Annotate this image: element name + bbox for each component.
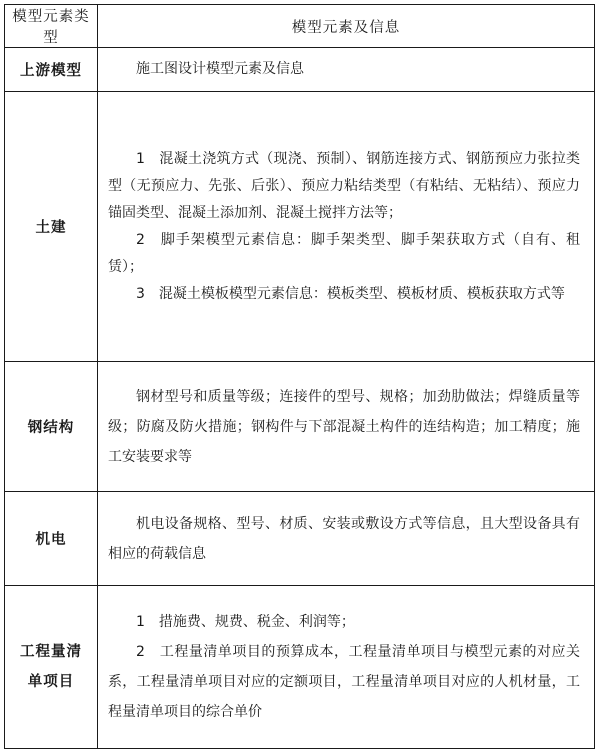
row-type-label: 机电 bbox=[5, 492, 98, 586]
row-type-label: 钢结构 bbox=[5, 362, 98, 492]
row-type-label: 上游模型 bbox=[5, 48, 98, 92]
info-paragraph: 钢材型号和质量等级；连接件的型号、规格；加劲肋做法；焊缝质量等级；防腐及防火措施；钢构件与下部混凝土构件的连结构造；加工精度；施工安装要求等 bbox=[108, 388, 580, 465]
info-paragraph: 2 工程量清单项目的预算成本，工程量清单项目与模型元素的对应关系，工程量清单项目对应的定额项目，工程量清单项目对应的人机材量，工程量清单项目的综合单价 bbox=[108, 644, 580, 720]
table-header-row bbox=[5, 5, 595, 48]
row-type-label: 土建 bbox=[5, 92, 98, 362]
info-paragraph: 3 混凝土模板模型元素信息：模板类型、模板材质、模板获取方式等 bbox=[136, 285, 565, 302]
row-type-line: 工程量清 bbox=[20, 644, 82, 660]
row-info-cell bbox=[98, 362, 595, 492]
info-paragraph: 1 措施费、规费、税金、利润等； bbox=[136, 614, 355, 630]
table-row bbox=[5, 492, 595, 586]
row-info-cell bbox=[98, 48, 595, 92]
table-row bbox=[5, 92, 595, 362]
row-type-line: 单项目 bbox=[27, 674, 75, 690]
info-paragraph: 2 脚手架模型元素信息：脚手架类型、脚手架获取方式（自有、租赁）； bbox=[108, 231, 580, 275]
info-paragraph: 机电设备规格、型号、材质、安装或敷设方式等信息，且大型设备具有相应的荷载信息 bbox=[108, 515, 580, 562]
info-paragraph: 1 混凝土浇筑方式（现浇、预制）、钢筋连接方式、钢筋预应力张拉类型（无预应力、先张、后张）、预应力粘结类型（有粘结、无粘结）、预应力锚固类型、混凝土添加剂、混凝土搅拌方法等； bbox=[108, 150, 580, 221]
model-element-table bbox=[4, 4, 595, 749]
info-paragraph: 施工图设计模型元素及信息 bbox=[136, 61, 304, 77]
row-type-label bbox=[5, 586, 98, 749]
row-info-cell bbox=[98, 586, 595, 749]
row-info-cell bbox=[98, 492, 595, 586]
header-element-type: 模型元素类型 bbox=[5, 5, 98, 48]
row-info-cell bbox=[98, 92, 595, 362]
table-row bbox=[5, 586, 595, 749]
table-row bbox=[5, 362, 595, 492]
table-row bbox=[5, 48, 595, 92]
header-element-info: 模型元素及信息 bbox=[98, 5, 595, 48]
